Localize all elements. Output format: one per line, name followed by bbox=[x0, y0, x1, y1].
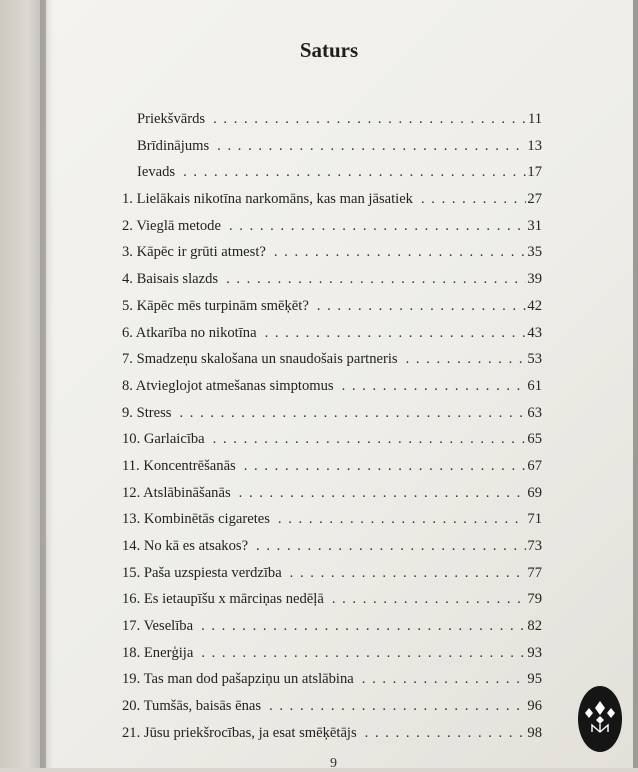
dot-leader bbox=[171, 402, 526, 424]
toc-entry bbox=[122, 108, 542, 135]
toc-page-number: 53 bbox=[527, 351, 542, 368]
toc-entry bbox=[122, 482, 542, 509]
dot-leader bbox=[218, 268, 526, 290]
toc-entry bbox=[122, 615, 542, 642]
toc-entry-label: 4. Baisais slazds bbox=[122, 271, 219, 288]
toc-page-number: 63 bbox=[527, 404, 542, 421]
toc-page-number: 95 bbox=[527, 671, 542, 688]
toc-entry-label: 2. Vieglā metode bbox=[122, 217, 221, 234]
toc-page-number: 93 bbox=[527, 644, 542, 661]
toc-entry-label: 8. Atvieglojot atmešanas simptomus bbox=[122, 377, 334, 394]
toc-entry-label: Ievads bbox=[137, 164, 176, 181]
toc-entry bbox=[122, 722, 542, 749]
toc-page-number: 79 bbox=[527, 591, 542, 608]
toc-page-number: 27 bbox=[527, 191, 542, 208]
toc-entry bbox=[122, 268, 542, 295]
toc-page-number: 77 bbox=[527, 564, 542, 581]
page-edge bbox=[633, 0, 638, 768]
dot-leader bbox=[266, 241, 526, 263]
toc-page-number: 65 bbox=[527, 431, 542, 448]
toc-entry-label: 20. Tumšās, baisās ēnas bbox=[122, 698, 262, 715]
toc-page-number: 71 bbox=[527, 511, 542, 528]
toc-page-number: 98 bbox=[527, 724, 542, 741]
toc-entry bbox=[122, 135, 542, 162]
toc-entry-label: 15. Paša uzspiesta verdzība bbox=[122, 564, 282, 581]
toc-page-number: 13 bbox=[527, 137, 542, 154]
toc-page-number: 11 bbox=[527, 111, 542, 127]
toc-entry bbox=[122, 322, 542, 349]
toc-entry bbox=[122, 348, 542, 375]
toc-entry-label: 17. Veselība bbox=[122, 618, 194, 635]
watermark-logo-icon bbox=[578, 686, 622, 752]
dot-leader bbox=[193, 642, 526, 664]
dot-leader bbox=[209, 135, 526, 157]
toc-entry-label: 5. Kāpēc mēs turpinām smēķēt? bbox=[122, 297, 309, 314]
page-title: Saturs bbox=[299, 38, 359, 62]
toc-page-number: 69 bbox=[527, 484, 542, 501]
toc-entry bbox=[122, 428, 542, 455]
toc-entry-label: 19. Tas man dod pašapziņu un atslābina bbox=[122, 671, 354, 688]
dot-leader bbox=[175, 161, 526, 183]
toc-page-number: 82 bbox=[527, 618, 542, 635]
dot-leader bbox=[413, 188, 526, 210]
toc-entry bbox=[122, 642, 542, 669]
toc-entry-label: 9. Stress bbox=[122, 404, 172, 421]
toc-entry bbox=[122, 508, 542, 535]
dot-leader bbox=[257, 322, 526, 344]
dot-leader bbox=[354, 668, 526, 690]
toc-entry bbox=[122, 161, 542, 188]
dot-leader bbox=[236, 455, 526, 477]
toc-page-number: 67 bbox=[527, 457, 542, 474]
dot-leader bbox=[205, 428, 526, 450]
dot-leader bbox=[282, 562, 526, 584]
toc-entry-label: 11. Koncentrēšanās bbox=[122, 457, 236, 474]
toc-entry bbox=[122, 668, 542, 695]
toc-page-number: 31 bbox=[527, 217, 542, 234]
dot-leader bbox=[398, 348, 526, 370]
dot-leader bbox=[231, 482, 526, 504]
toc-entry bbox=[122, 402, 542, 429]
dot-leader bbox=[193, 615, 526, 637]
toc-entry-label: 14. No kā es atsakos? bbox=[122, 538, 249, 554]
toc-entry bbox=[122, 562, 542, 589]
dot-leader bbox=[309, 295, 526, 317]
toc-entry-label: Priekšvārds bbox=[137, 111, 206, 127]
dot-leader bbox=[205, 108, 526, 130]
toc-page-number: 43 bbox=[527, 324, 542, 341]
dot-leader bbox=[334, 375, 526, 397]
toc-entry-label: 12. Atslābināšanās bbox=[122, 484, 231, 501]
toc-page-number: 42 bbox=[527, 297, 542, 314]
toc-entry-label: 16. Es ietaupīšu x mārciņas nedēļā bbox=[122, 591, 324, 608]
toc-entry-label: 18. Enerģija bbox=[122, 644, 194, 661]
dot-leader bbox=[357, 722, 526, 744]
book-gutter bbox=[40, 0, 54, 768]
toc-entry bbox=[122, 241, 542, 268]
toc-entry-label: Brīdinājums bbox=[137, 137, 210, 154]
toc-entry bbox=[122, 215, 542, 242]
toc-entry-label: 1. Lielākais nikotīna narkomāns, kas man jāsatiek bbox=[122, 191, 413, 208]
dot-leader bbox=[248, 535, 526, 557]
toc-entry bbox=[122, 535, 542, 562]
toc-page-number: 17 bbox=[527, 164, 542, 181]
toc-entry bbox=[122, 455, 542, 482]
table-of-contents bbox=[122, 108, 542, 749]
dot-leader bbox=[324, 588, 526, 610]
toc-entry-label: 3. Kāpēc ir grūti atmest? bbox=[122, 244, 266, 261]
dot-leader bbox=[261, 695, 526, 717]
toc-entry-label: 7. Smadzeņu skalošana un snaudošais partneris bbox=[122, 351, 398, 368]
toc-page-number: 39 bbox=[527, 271, 542, 288]
toc-entry bbox=[122, 588, 542, 615]
toc-page-number: 73 bbox=[527, 538, 542, 554]
toc-entry bbox=[122, 188, 542, 215]
toc-entry bbox=[122, 295, 542, 322]
dot-leader bbox=[221, 215, 526, 237]
toc-entry-label: 10. Garlaicība bbox=[122, 431, 205, 448]
toc-page-number: 96 bbox=[527, 698, 542, 715]
toc-page-number: 61 bbox=[527, 377, 542, 394]
toc-entry bbox=[122, 375, 542, 402]
toc-entry-label: 6. Atkarība no nikotīna bbox=[122, 324, 257, 341]
toc-page-number: 35 bbox=[527, 244, 542, 261]
footer-page-number: 9 bbox=[330, 756, 337, 771]
dot-leader bbox=[270, 508, 526, 530]
toc-entry-label: 21. Jūsu priekšrocības, ja esat smēķētājs bbox=[122, 724, 357, 741]
toc-entry-label: 13. Kombinētās cigaretes bbox=[122, 511, 270, 528]
toc-entry bbox=[122, 695, 542, 722]
